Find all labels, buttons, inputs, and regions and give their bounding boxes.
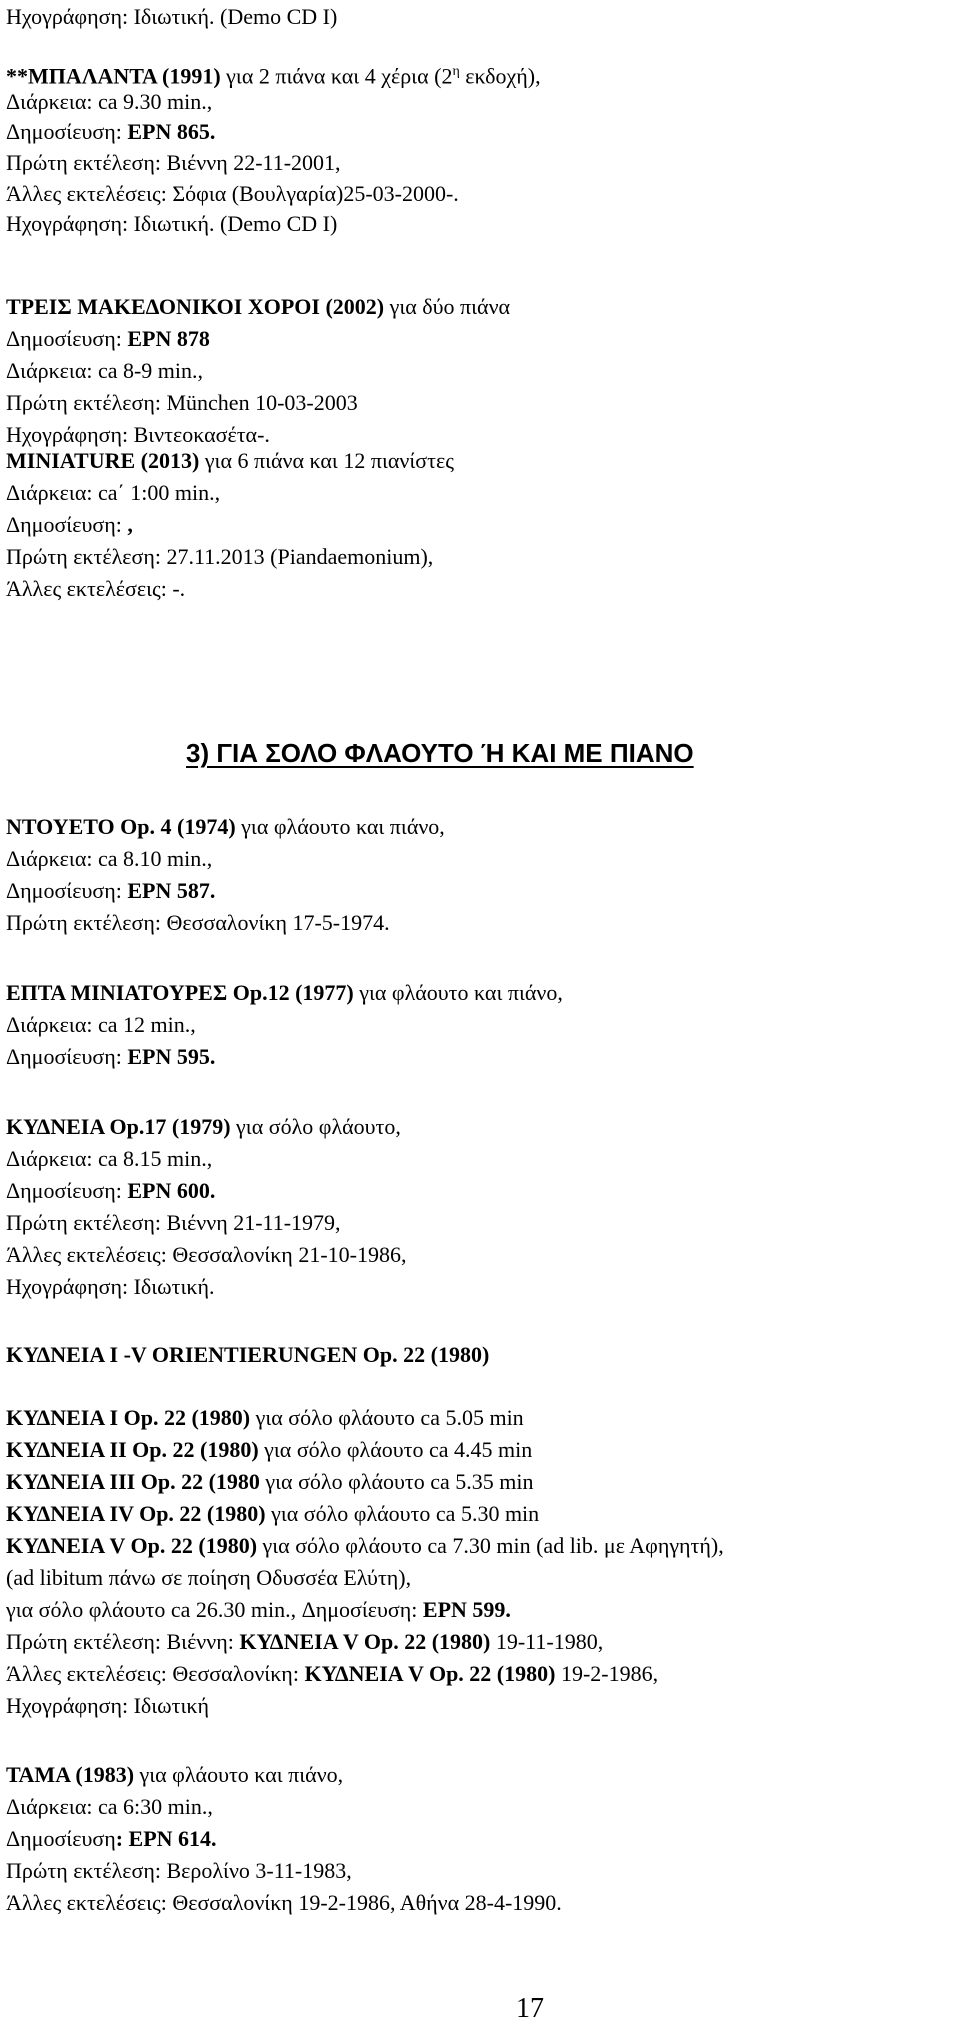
other-performances-line: Άλλες εκτελέσεις: Θεσσαλονίκη 21-10-1986,	[6, 1242, 407, 1267]
work-instrumentation: για φλάουτο και πιάνο,	[134, 1762, 344, 1787]
publication-line	[6, 510, 133, 540]
miniature-title-line	[6, 446, 454, 476]
part-description: για σόλο φλάουτο ca 4.45 min	[258, 1437, 533, 1462]
publication-line	[6, 1042, 215, 1072]
work-instrumentation: για 6 πιάνα και 12 πιανίστες	[199, 448, 454, 473]
publication-line	[6, 876, 215, 906]
dances-title-line	[6, 292, 510, 322]
page-number: 17	[516, 1993, 544, 2024]
recording-line: Ηχογράφηση: Ιδιωτική.	[6, 1274, 215, 1299]
publication-code: EPN 587.	[127, 878, 216, 903]
orientierungen-title-line: ΚΥΔΝΕΙΑ I -V ORIENTIERUNGEN Op. 22 (1980)	[6, 1342, 490, 1367]
work-title: ΝΤΟΥΕΤΟ Op. 4 (1974)	[6, 814, 236, 839]
work-title: ΚΥΔΝΕΙΑ Op.17 (1979)	[6, 1114, 231, 1139]
work-instrumentation: για φλάουτο και πιάνο,	[235, 814, 445, 839]
publication-label: Δημοσίευση:	[6, 878, 128, 903]
part-line	[6, 1467, 533, 1497]
part-description: για σόλο φλάουτο ca 5.05 min	[250, 1405, 524, 1430]
work-title: **ΜΠΑΛΑΝΤΑ (1991)	[6, 63, 221, 89]
part-title: ΚΥΔΝΕΙΑ III Op. 22 (1980	[6, 1469, 260, 1494]
other-performances-line	[6, 1659, 658, 1689]
duet-title-line	[6, 812, 445, 842]
duration-line: Διάρκεια: ca 9.30 min.,	[6, 89, 213, 114]
duration-line: Διάρκεια: ca 8.15 min.,	[6, 1146, 213, 1171]
publication-code: EPN 599.	[422, 1597, 511, 1622]
publication-line	[6, 117, 215, 147]
publication-code: EPN 595.	[127, 1044, 216, 1069]
other-performances-work: ΚΥΔΝΕΙΑ V Op. 22 (1980)	[304, 1661, 556, 1686]
work-instrumentation: για σόλο φλάουτο,	[230, 1114, 401, 1139]
part-line	[6, 1531, 724, 1561]
recording-line: Ηχογράφηση: Ιδιωτική. (Demo CD I)	[6, 4, 338, 29]
part-description-end: με Αφηγητή),	[603, 1533, 724, 1558]
publication-label: για σόλο φλάουτο ca 26.30 min., Δημοσίευση:	[6, 1597, 423, 1622]
publication-label: Δημοσίευση:	[6, 512, 128, 537]
recording-line: Ηχογράφηση: Βιντεοκασέτα-.	[6, 422, 270, 447]
publication-code: : EPN 614.	[115, 1826, 217, 1851]
recording-line: Ηχογράφηση: Ιδιωτική	[6, 1693, 210, 1718]
premiere-line: Πρώτη εκτέλεση: Βιέννη 22-11-2001,	[6, 150, 341, 175]
premiere-line: Πρώτη εκτέλεση: Βερολίνο 3-11-1983,	[6, 1858, 352, 1883]
part-line	[6, 1435, 532, 1465]
publication-line	[6, 1595, 511, 1625]
tama-title-line	[6, 1760, 343, 1790]
premiere-date: 19-11-1980,	[490, 1629, 604, 1654]
premiere-line	[6, 1627, 603, 1657]
part-description: για σόλο φλάουτο ca 5.30 min	[265, 1501, 540, 1526]
publication-code: EPN 600.	[127, 1178, 216, 1203]
work-title: ΤΡΕΙΣ ΜΑΚΕΔΟΝΙΚΟΙ ΧΟΡΟΙ (2002)	[6, 294, 385, 319]
premiere-line: Πρώτη εκτέλεση: Θεσσαλονίκη 17-5-1974.	[6, 910, 390, 935]
duration-line: Διάρκεια: ca 8.10 min.,	[6, 846, 213, 871]
work-title: MINIATURE (2013)	[6, 448, 200, 473]
other-performances-line: Άλλες εκτελέσεις: Σόφια (Βουλγαρία)25-03-2000-.	[6, 181, 459, 206]
other-performances-label: Άλλες εκτελέσεις: Θεσσαλονίκη:	[6, 1661, 305, 1686]
section-heading: 3) ΓΙΑ ΣΟΛΟ ΦΛΑΟΥΤΟ Ή ΚΑΙ ΜΕ ΠΙΑΝΟ	[186, 738, 694, 768]
other-performances-line: Άλλες εκτελέσεις: Θεσσαλονίκη 19-2-1986, Αθήνα 28-4-1990.	[6, 1890, 562, 1915]
part-title: ΚΥΔΝΕΙΑ I Op. 22 (1980)	[6, 1405, 251, 1430]
part-title: ΚΥΔΝΕΙΑ IV Op. 22 (1980)	[6, 1501, 266, 1526]
publication-label: Δημοσίευση	[6, 1826, 116, 1851]
duration-line: Διάρκεια: ca 6:30 min.,	[6, 1794, 213, 1819]
work-title: ΕΠΤΑ ΜΙΝΙΑΤΟΥΡΕΣ Op.12 (1977)	[6, 980, 354, 1005]
part-description: για σόλο φλάουτο ca 7.30 min (ad lib.	[257, 1533, 604, 1558]
publication-code: ,	[127, 512, 133, 537]
other-performances-line: Άλλες εκτελέσεις: -.	[6, 576, 186, 601]
publication-code: EPN 878	[127, 326, 210, 351]
recording-line: Ηχογράφηση: Ιδιωτική. (Demo CD I)	[6, 211, 338, 236]
premiere-line: Πρώτη εκτέλεση: München 10-03-2003	[6, 390, 358, 415]
seven-miniatures-title-line	[6, 978, 563, 1008]
publication-label: Δημοσίευση:	[6, 326, 128, 351]
duration-line: Διάρκεια: ca΄ 1:00 min.,	[6, 480, 221, 505]
part-line	[6, 1403, 524, 1433]
part-line	[6, 1499, 539, 1529]
work-title: ΤΑΜΑ (1983)	[6, 1762, 135, 1787]
kydneia-title-line	[6, 1112, 401, 1142]
premiere-line: Πρώτη εκτέλεση: 27.11.2013 (Piandaemonium),	[6, 544, 434, 569]
premiere-work: ΚΥΔΝΕΙΑ V Op. 22 (1980)	[239, 1629, 491, 1654]
work-instrumentation: για 2 πιάνα και 4 χέρια (2	[220, 63, 453, 89]
publication-label: Δημοσίευση:	[6, 1178, 128, 1203]
publication-code: EPN 865.	[127, 119, 216, 144]
libitum-line: (ad libitum πάνω σε ποίηση Οδυσσέα Ελύτη),	[6, 1565, 412, 1590]
duration-line: Διάρκεια: ca 12 min.,	[6, 1012, 196, 1037]
work-instrumentation: για δύο πιάνα	[384, 294, 511, 319]
part-title: ΚΥΔΝΕΙΑ V Op. 22 (1980)	[6, 1533, 258, 1558]
superscript: η	[452, 64, 460, 79]
other-performances-date: 19-2-1986,	[555, 1661, 659, 1686]
publication-line	[6, 324, 210, 354]
premiere-line: Πρώτη εκτέλεση: Βιέννη 21-11-1979,	[6, 1210, 341, 1235]
part-title: ΚΥΔΝΕΙΑ II Op. 22 (1980)	[6, 1437, 259, 1462]
work-instrumentation-end: εκδοχή),	[459, 63, 541, 89]
part-description: για σόλο φλάουτο ca 5.35 min	[259, 1469, 534, 1494]
work-instrumentation: για φλάουτο και πιάνο,	[353, 980, 563, 1005]
duration-line: Διάρκεια: ca 8-9 min.,	[6, 358, 204, 383]
premiere-label: Πρώτη εκτέλεση: Βιέννη:	[6, 1629, 240, 1654]
publication-label: Δημοσίευση:	[6, 1044, 128, 1069]
publication-label: Δημοσίευση:	[6, 119, 128, 144]
publication-line	[6, 1176, 215, 1206]
publication-line	[6, 1824, 217, 1854]
